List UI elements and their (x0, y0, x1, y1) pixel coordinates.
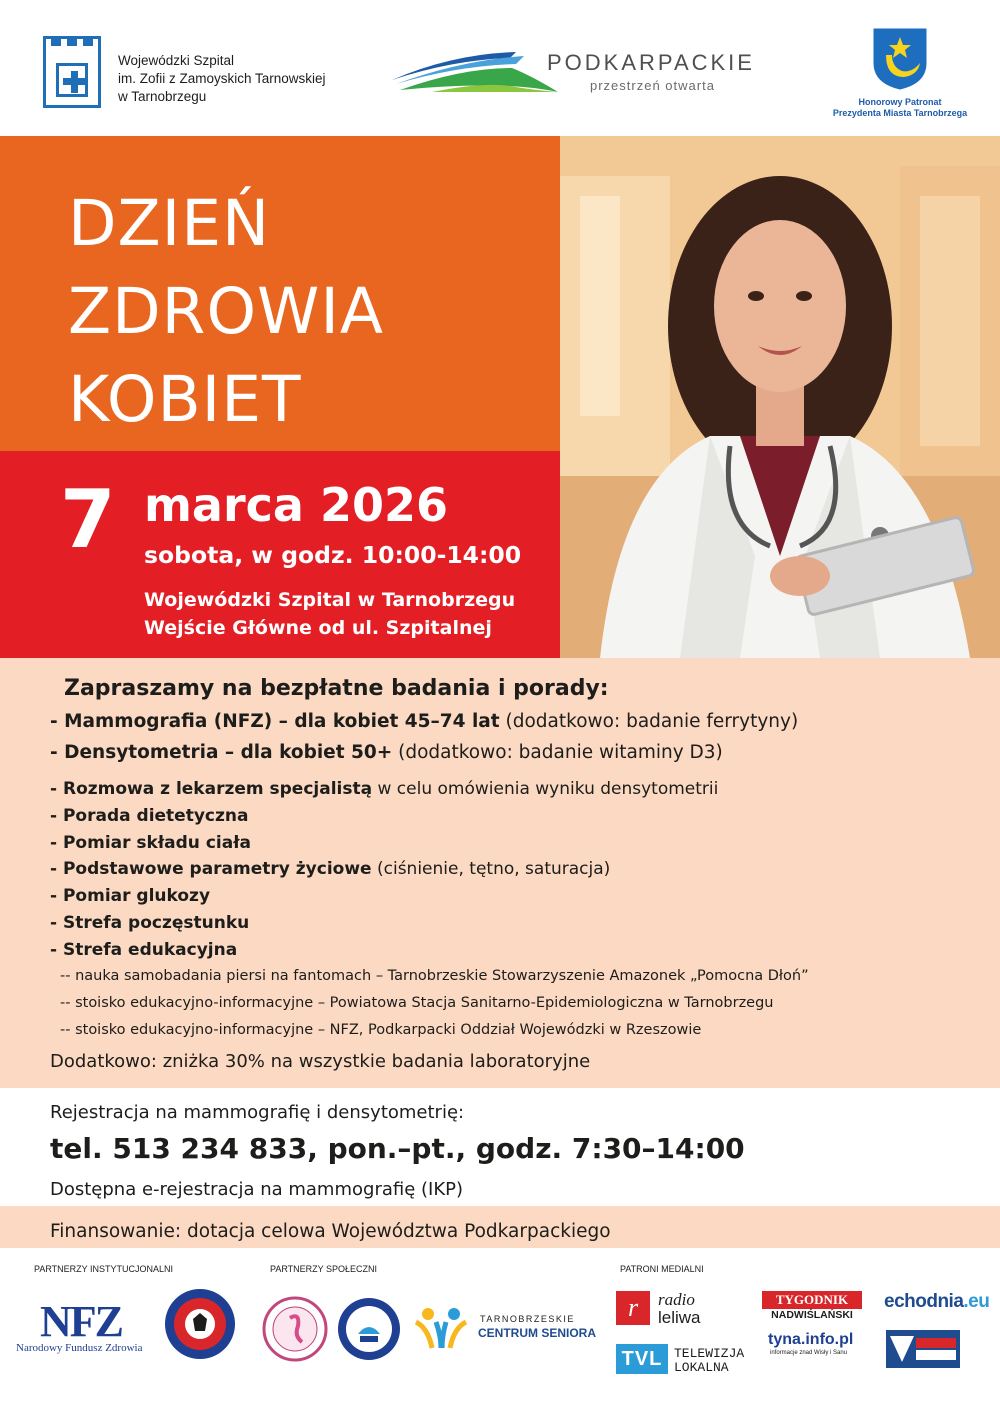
lab-discount-note: Dodatkowo: zniżka 30% na wszystkie badania laboratoryjne (50, 1051, 591, 1072)
education-sub-item: -- stoisko edukacyjno-informacyjne – Powiatowa Stacja Sanitarno-Epidemiologiczna w Tarnobrzegu (60, 995, 774, 1011)
patron-line2: Prezydenta Miasta Tarnobrzega (832, 108, 968, 118)
event-title-line1: DZIEŃ (68, 187, 271, 260)
event-title-line2: ZDROWIA (68, 275, 385, 348)
hospital-logo (43, 36, 101, 108)
offer-item-consultation: - Rozmowa z lekarzem specjalistą w celu omówienia wyniku densytometrii (50, 779, 719, 799)
event-place-line1: Wojewódzki Szpital w Tarnobrzegu (144, 589, 516, 611)
senior-center-name: CENTRUM SENIORA (478, 1326, 597, 1340)
tv-wisla-logo-icon (886, 1330, 960, 1368)
media-patrons-label: PATRONI MEDIALNI (620, 1264, 704, 1274)
hospital-name-line2: im. Zofii z Zamoyskich Tarnowskiej (118, 71, 326, 86)
offer-item-glucose: - Pomiar glukozy (50, 886, 211, 906)
tvl-line1: TELEWIZJA (674, 1346, 745, 1361)
institutional-partners-label: PARTNERZY INSTYTUCJONALNI (34, 1264, 174, 1274)
registration-label: Rejestracja na mammografię i densytometrię: (50, 1102, 465, 1123)
event-month-year: marca 2026 (144, 478, 449, 532)
offer-item-refreshments: - Strefa poczęstunku (50, 913, 250, 933)
region-name: PODKARPACKIE (547, 50, 755, 75)
offer-item-body-composition: - Pomiar składu ciała (50, 833, 251, 853)
offer-item-education: - Strefa edukacyjna (50, 940, 238, 960)
amazons-association-seal-icon (262, 1296, 328, 1362)
nurses-association-seal-icon (336, 1296, 402, 1362)
senior-center-logo-icon (414, 1306, 470, 1350)
tygodnik-logo-line2: NADWIŚLAŃSKI (771, 1309, 853, 1321)
registration-online-note: Dostępna e-rejestracja na mammografię (IKP) (50, 1179, 464, 1200)
radio-leliwa-line1: radio (658, 1290, 695, 1309)
patron-line1: Honorowy Patronat (858, 97, 942, 107)
event-title-line3: KOBIET (68, 363, 302, 436)
tygodnik-logo-line1: TYGODNIK (762, 1291, 862, 1309)
offer-item-diet: - Porada dietetyczna (50, 806, 249, 826)
senior-center-title: TARNOBRZESKIE (480, 1314, 575, 1324)
education-sub-item: -- stoisko edukacyjno-informacyjne – NFZ, Podkarpacki Oddział Wojewódzki w Rzeszowie (60, 1022, 702, 1038)
hospital-name-line3: w Tarnobrzegu (118, 89, 207, 104)
nfz-logo: NFZ (40, 1297, 122, 1346)
event-time: sobota, w godz. 10:00-14:00 (144, 541, 522, 569)
radio-leliwa-line2: leliwa (658, 1308, 701, 1327)
city-crest-icon (872, 27, 928, 91)
region-tagline: przestrzeń otwarta (590, 78, 715, 93)
event-title (68, 180, 384, 444)
doctor-photo (560, 136, 1000, 658)
header (0, 0, 1000, 136)
event-place-line2: Wejście Główne od ul. Szpitalnej (144, 617, 492, 639)
honorary-patronage (820, 97, 980, 119)
radio-leliwa-logo-icon: r (616, 1291, 650, 1325)
podkarpackie-swoosh-icon (392, 46, 562, 96)
offer-item-mammography: - Mammografia (NFZ) – dla kobiet 45–74 lat (dodatkowo: badanie ferrytyny) (50, 711, 799, 732)
education-sub-item: -- nauka samobadania piersi na fantomach – Tarnobrzeskie Stowarzyszenie Amazonek „Pomocna Dłoń” (60, 968, 809, 984)
nfz-name: Narodowy Fundusz Zdrowia (16, 1342, 143, 1354)
hospital-name (118, 52, 326, 106)
social-partners-label: PARTNERZY SPOŁECZNI (270, 1264, 378, 1274)
offer-item-vitals: - Podstawowe parametry życiowe (ciśnienie, tętno, saturacja) (50, 859, 611, 879)
funding-text: Finansowanie: dotacja celowa Województwa Podkarpackiego (50, 1221, 611, 1242)
echodnia-logo: echodnia.eu (884, 1291, 990, 1312)
hospital-name-line1: Wojewódzki Szpital (118, 53, 235, 68)
tyna-logo: tyna.info.pl (768, 1331, 854, 1348)
registration-phone: tel. 513 234 833, pon.–pt., godz. 7:30–14:00 (50, 1132, 745, 1165)
sanitary-inspection-seal-icon (163, 1287, 237, 1361)
tvl-line2: LOKALNA (674, 1360, 729, 1375)
tyna-tagline: informacje znad Wisły i Sanu (770, 1350, 848, 1356)
offer-item-densitometry: - Densytometria – dla kobiet 50+ (dodatkowo: badanie witaminy D3) (50, 742, 723, 763)
tvl-logo: TVL (616, 1344, 668, 1374)
event-day: 7 (60, 473, 116, 566)
offer-heading: Zapraszamy na bezpłatne badania i porady: (64, 676, 609, 701)
